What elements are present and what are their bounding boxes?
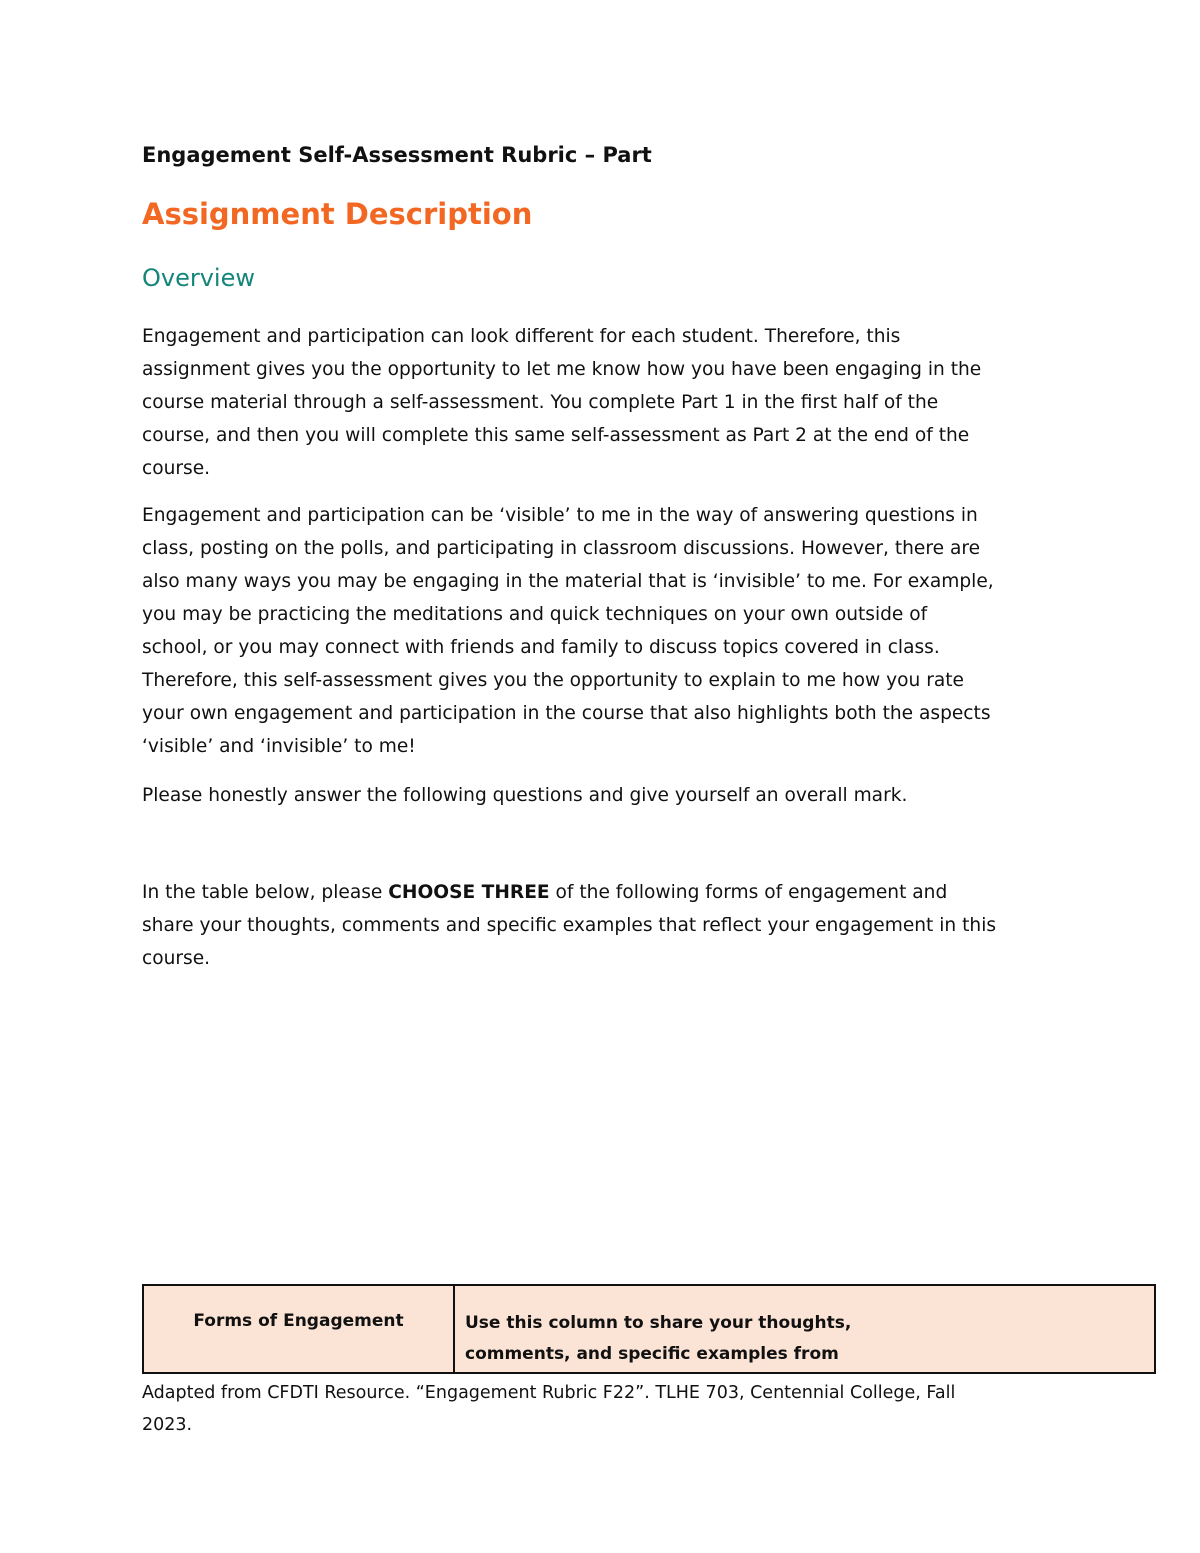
- paragraph-line: [142, 876, 1072, 909]
- paragraph-line: course.: [142, 458, 211, 479]
- table-header-line: comments, and specific examples from: [465, 1344, 839, 1364]
- paragraph-line: ‘visible’ and ‘invisible’ to me!: [142, 736, 416, 757]
- paragraph-line: school, or you may connect with friends and family to discuss topics covered in class.: [142, 637, 940, 658]
- paragraph-line: your own engagement and participation in the course that also highlights both the aspects: [142, 703, 991, 724]
- paragraph-line: class, posting on the polls, and participating in classroom discussions. However, there are: [142, 538, 981, 559]
- paragraph-intro: [142, 320, 1072, 485]
- paragraph-line: Engagement and participation can look different for each student. Therefore, this: [142, 326, 901, 347]
- emphasis-choose-three: CHOOSE THREE: [388, 882, 550, 903]
- paragraph-line: Engagement and participation can be ‘visible’ to me in the way of answering questions in: [142, 505, 978, 526]
- page-footer-citation: [142, 1377, 955, 1441]
- document-title: Engagement Self-Assessment Rubric – Part: [142, 143, 652, 167]
- paragraph-line: assignment gives you the opportunity to let me know how you have been engaging in the: [142, 359, 982, 380]
- table-header-forms-of-engagement: Forms of Engagement: [144, 1286, 455, 1372]
- footer-line: Adapted from CFDTI Resource. “Engagement Rubric F22”. TLHE 703, Centennial College, Fall: [142, 1383, 956, 1403]
- table-header-line: Use this column to share your thoughts,: [465, 1313, 852, 1333]
- section-heading: Assignment Description: [142, 197, 533, 231]
- paragraph-line: Therefore, this self-assessment gives you the opportunity to explain to me how you rate: [142, 670, 964, 691]
- paragraph-visible-invisible: [142, 499, 1072, 763]
- paragraph-instruction: [142, 779, 1072, 812]
- paragraph-line: course, and then you will complete this same self-assessment as Part 2 at the end of the: [142, 425, 970, 446]
- paragraph-table-instruction: [142, 876, 1072, 975]
- paragraph-line: Please honestly answer the following questions and give yourself an overall mark.: [142, 785, 908, 806]
- text-run: In the table below, please: [142, 882, 389, 903]
- paragraph-line: you may be practicing the meditations and quick techniques on your own outside of: [142, 604, 928, 625]
- paragraph-line: course material through a self-assessment. You complete Part 1 in the first half of the: [142, 392, 939, 413]
- paragraph-line: share your thoughts, comments and specific examples that reflect your engagement in this: [142, 915, 997, 936]
- sub-heading: Overview: [142, 264, 255, 292]
- footer-line: 2023.: [142, 1415, 193, 1435]
- paragraph-line: also many ways you may be engaging in the material that is ‘invisible’ to me. For example,: [142, 571, 994, 592]
- table-header-comments: [455, 1286, 1154, 1372]
- engagement-table-header: [142, 1284, 1156, 1374]
- text-run: of the following forms of engagement and: [549, 882, 948, 903]
- paragraph-line: course.: [142, 948, 211, 969]
